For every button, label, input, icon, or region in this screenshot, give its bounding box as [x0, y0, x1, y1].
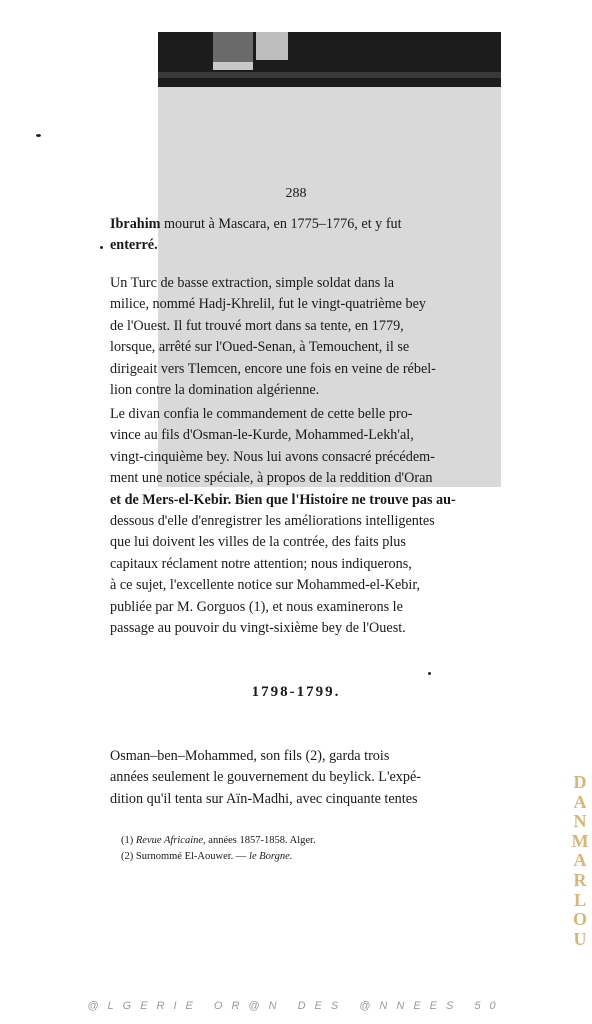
footnote-2: [121, 849, 501, 865]
text-line: que lui doivent les villes de la contrée, des faits plus: [110, 534, 406, 551]
text-line: dirigeait vers Tlemcen, encore une fois en veine de rébel-: [110, 360, 436, 377]
footnote-source: Revue Africaine: [135, 835, 204, 846]
text-line: Osman–ben–Mohammed, son fils (2), garda trois: [110, 748, 390, 764]
text-line: vince au fils d'Osman-le-Kurde, Mohammed-Lekh'al,: [110, 427, 414, 444]
text-line: enterré.: [110, 237, 158, 254]
ink-speck: [36, 134, 41, 137]
text-line: et de Mers-el-Kebir. Bien que l'Histoire ne trouve pas au-: [110, 491, 456, 508]
paragraph-1: [110, 214, 488, 257]
text-line: dition qu'il tenta sur Aïn-Madhi, avec cinquante tentes: [110, 790, 418, 807]
vertical-watermark: D A N M A R L O U: [571, 772, 589, 949]
text-line: publiée par M. Gorguos (1), et nous examinerons le: [110, 598, 403, 615]
text-line: de l'Ouest. Il fut trouvé mort dans sa tente, en 1779,: [110, 317, 404, 334]
footnotes: [121, 833, 501, 865]
ink-speck: [100, 246, 103, 249]
text-line: lorsque, arrêté sur l'Oued-Senan, à Temouchent, il se: [110, 339, 410, 356]
footer-watermark: @LGERIE OR@N DES @NNEES 50: [87, 1000, 505, 1012]
footnote-gloss: le Borgne.: [249, 851, 293, 862]
text-line: capitaux réclament notre attention; nous indiquerons,: [110, 555, 412, 572]
footnote-marker: (2): [121, 851, 134, 862]
footnote-marker: (1): [121, 835, 134, 846]
text-line: à ce sujet, l'excellente notice sur Mohammed-el-Kebir,: [110, 577, 421, 594]
footnote-text: Surnommé El-Aouwer. —: [135, 851, 247, 862]
text-line: passage au pouvoir du vingt-sixième bey de l'Ouest.: [110, 619, 406, 636]
scan-top-bar: [158, 32, 501, 87]
text-line: vingt-cinquième bey. Nous lui avons consacré précédem-: [110, 448, 435, 465]
text-line: ment une notice spéciale, à propos de la reddition d'Oran: [110, 470, 433, 487]
text-line: Le divan confia le commandement de cette belle pro-: [110, 406, 413, 422]
text-line: Un Turc de basse extraction, simple soldat dans la: [110, 275, 395, 291]
paragraph-2: [110, 273, 488, 401]
year-heading: 1798-1799.: [251, 684, 341, 700]
text-line: années seulement le gouvernement du beylick. L'expé-: [110, 769, 422, 786]
footnote-text: , années 1857-1858. Alger.: [203, 835, 316, 846]
page-number: 288: [285, 186, 307, 201]
paragraph-3: [110, 404, 488, 639]
text-line: dessous d'elle d'enregistrer les améliorations intelligentes: [110, 512, 435, 529]
text-line: lion contre la domination algérienne.: [110, 381, 320, 398]
ink-speck: [428, 672, 431, 675]
footnote-1: [121, 833, 501, 849]
paragraph-4: [110, 746, 488, 810]
text-line: milice, nommé Hadj-Khrelil, fut le vingt-quatrième bey: [110, 296, 426, 313]
text-line: Ibrahim mourut à Mascara, en 1775–1776, et y fut: [110, 216, 402, 232]
